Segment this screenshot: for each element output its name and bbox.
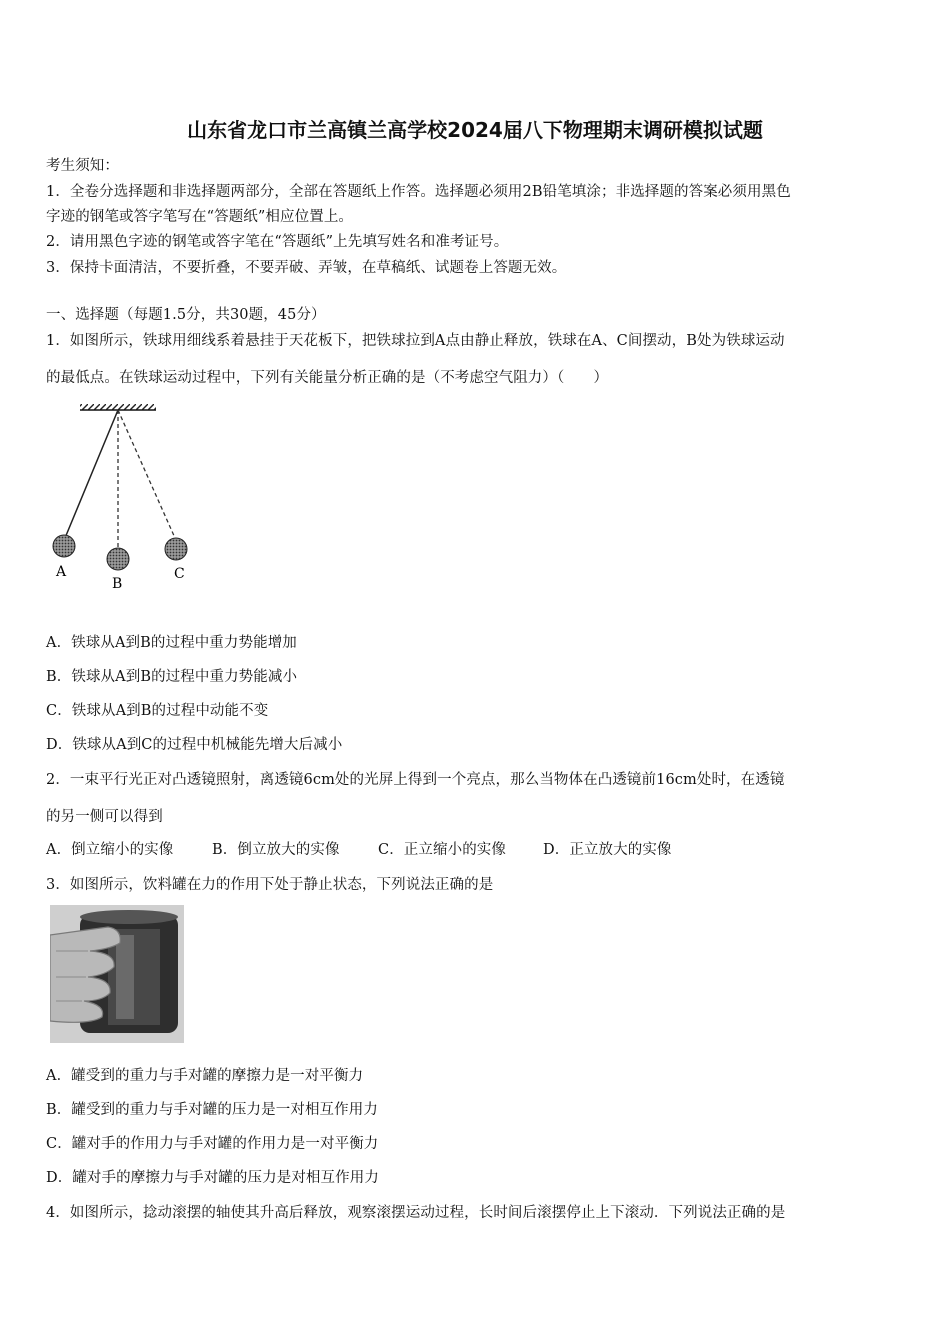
- q1-stem-line1: 1．如图所示，铁球用细线系着悬挂于天花板下，把铁球拉到A点由静止释放，铁球在A、C间摆动，B处为铁球运动: [46, 333, 785, 349]
- q3-stem-line1: 3．如图所示，饮料罐在力的作用下处于静止状态，下列说法正确的是: [46, 877, 494, 893]
- notice-item-3: 3．保持卡面清洁，不要折叠，不要弄破、弄皱，在草稿纸、试题卷上答题无效。: [46, 260, 567, 276]
- ball-b: [107, 548, 129, 570]
- can-top: [80, 910, 178, 924]
- can-band: [116, 935, 134, 1019]
- q2-option-a: A．倒立缩小的实像: [46, 842, 174, 858]
- label-a: A: [56, 564, 67, 580]
- q2-option-b: B．倒立放大的实像: [212, 842, 340, 858]
- pendulum-figure: [46, 398, 206, 594]
- q2-option-d: D．正立放大的实像: [543, 842, 672, 858]
- q1-option-d: D．铁球从A到C的过程中机械能先增大后减小: [46, 737, 343, 753]
- q2-option-c: C．正立缩小的实像: [378, 842, 506, 858]
- q2-stem-line1: 2．一束平行光正对凸透镜照射，离透镜6cm处的光屏上得到一个亮点，那么当物体在凸透镜前16cm处时，在透镜: [46, 772, 785, 788]
- q1-option-a: A．铁球从A到B的过程中重力势能增加: [46, 635, 297, 651]
- notice-item-2: 2．请用黑色字迹的钢笔或答字笔在“答题纸”上先填写姓名和准考证号。: [46, 234, 509, 250]
- label-b: B: [112, 576, 123, 592]
- string-a: [65, 410, 118, 538]
- q1-option-c: C．铁球从A到B的过程中动能不变: [46, 703, 269, 719]
- q3-option-b: B．罐受到的重力与手对罐的压力是一对相互作用力: [46, 1102, 378, 1118]
- label-c: C: [174, 566, 185, 582]
- q1-option-b: B．铁球从A到B的过程中重力势能减小: [46, 669, 298, 685]
- q1-stem-line2: 的最低点。在铁球运动过程中，下列有关能量分析正确的是（不考虑空气阻力）（ ）: [46, 370, 609, 386]
- ball-a: [53, 535, 75, 557]
- notice-item-1-cont: 字迹的钢笔或答字笔写在“答题纸”相应位置上。: [46, 209, 354, 225]
- q3-option-d: D．罐对手的摩擦力与手对罐的压力是对相互作用力: [46, 1170, 379, 1186]
- ceiling-hatch: [80, 404, 156, 410]
- q2-stem-line2: 的另一侧可以得到: [46, 809, 163, 825]
- ball-c: [165, 538, 187, 560]
- q4-stem-line1: 4．如图所示，捻动滚摆的轴使其升高后释放，观察滚摆运动过程，长时间后滚摆停止上下滚动．下列说法正确的是: [46, 1205, 786, 1221]
- notice-heading: 考生须知：: [46, 158, 119, 174]
- string-c: [118, 410, 175, 538]
- notice-item-1: 1．全卷分选择题和非选择题两部分，全部在答题纸上作答。选择题必须用2B铅笔填涂；非选择题的答案必须用黑色: [46, 184, 791, 200]
- section-heading: 一、选择题（每题1.5分，共30题，45分）: [46, 307, 326, 323]
- q3-option-a: A．罐受到的重力与手对罐的摩擦力是一对平衡力: [46, 1068, 364, 1084]
- can-in-hand-photo: [50, 905, 184, 1043]
- page-title: 山东省龙口市兰高镇兰高学校2024届八下物理期末调研模拟试题: [187, 118, 763, 142]
- q3-option-c: C．罐对手的作用力与手对罐的作用力是一对平衡力: [46, 1136, 379, 1152]
